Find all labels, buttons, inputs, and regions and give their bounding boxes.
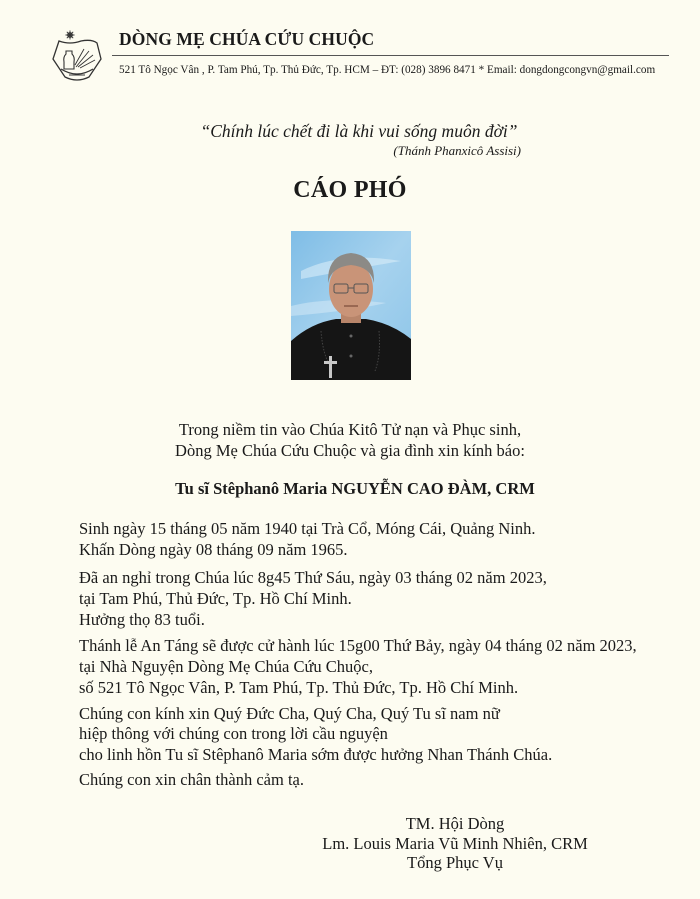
intro-line-1: Trong niềm tin vào Chúa Kitô Tử nạn và Phục sinh, <box>178 420 522 439</box>
thanks-line: Chúng con xin chân thành cảm tạ. <box>79 770 304 789</box>
quote-text: “Chính lúc chết đi là khi vui sống muôn đời” <box>200 121 518 141</box>
deceased-name: Tu sĩ Stêphanô Maria NGUYỄN CAO ĐÀM, CRM <box>175 479 535 498</box>
funeral-info-3: số 521 Tô Ngọc Vân, P. Tam Phú, Tp. Thủ Đức, Tp. Hồ Chí Minh. <box>79 678 519 697</box>
congregation-emblem-icon <box>51 29 103 83</box>
funeral-info-1: Thánh lễ An Táng sẽ được cử hành lúc 15g00 Thứ Bảy, ngày 04 tháng 02 năm 2023, <box>79 636 637 655</box>
org-name: DÒNG MẸ CHÚA CỨU CHUỘC <box>119 29 375 49</box>
signature-on-behalf: TM. Hội Dòng <box>405 814 505 833</box>
funeral-info-2: tại Nhà Nguyện Dòng Mẹ Chúa Cứu Chuộc, <box>79 657 373 676</box>
intro-line-2: Dòng Mẹ Chúa Cứu Chuộc và gia đình xin kính báo: <box>175 441 525 460</box>
header-divider <box>112 55 669 56</box>
prayer-request-2: hiệp thông với chúng con trong lời cầu nguyện <box>79 724 388 743</box>
contact-info: 521 Tô Ngọc Vân , P. Tam Phú, Tp. Thủ Đức, Tp. HCM – ĐT: (028) 3896 8471 * Email: dongdongcongvn@gmail.com <box>119 64 656 76</box>
signature-name: Lm. Louis Maria Vũ Minh Nhiên, CRM <box>322 834 588 853</box>
prayer-request-3: cho linh hồn Tu sĩ Stêphanô Maria sớm được hưởng Nhan Thánh Chúa. <box>79 745 553 764</box>
vows-info: Khấn Dòng ngày 08 tháng 09 năm 1965. <box>79 540 348 559</box>
death-info-2: tại Tam Phú, Thủ Đức, Tp. Hồ Chí Minh. <box>79 589 352 608</box>
quote-author: (Thánh Phanxicô Assisi) <box>393 143 521 158</box>
portrait-photo <box>291 231 411 380</box>
signature-role: Tổng Phục Vụ <box>407 853 503 872</box>
page-title: CÁO PHÓ <box>293 177 407 203</box>
age-info: Hưởng thọ 83 tuổi. <box>79 610 205 629</box>
birth-info: Sinh ngày 15 tháng 05 năm 1940 tại Trà Cổ, Móng Cái, Quảng Ninh. <box>79 519 536 538</box>
prayer-request-1: Chúng con kính xin Quý Đức Cha, Quý Cha, Quý Tu sĩ nam nữ <box>79 704 500 723</box>
death-info-1: Đã an nghỉ trong Chúa lúc 8g45 Thứ Sáu, ngày 03 tháng 02 năm 2023, <box>79 568 547 587</box>
